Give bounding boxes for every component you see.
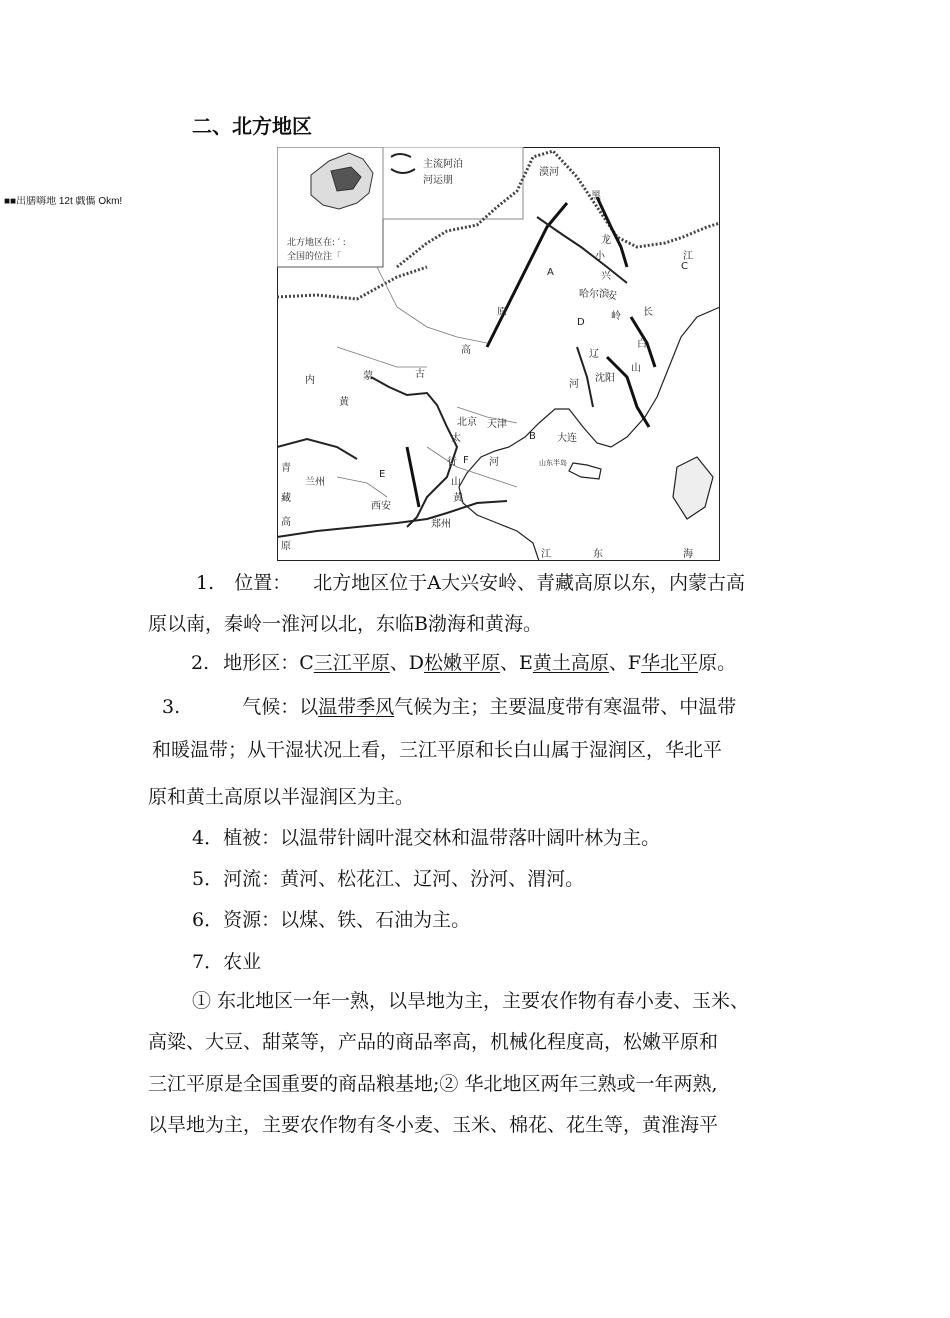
para1-line1 [196, 571, 745, 595]
para1-line2: 原以南，秦岭一淮河以北，东临B渤海和黄海。 [148, 613, 542, 635]
label-tianjin: 天津 [487, 419, 507, 430]
label-a: A [547, 267, 554, 278]
para2-underline2: 松嫩平原 [423, 652, 500, 674]
para8-line3: 三江平原是全国重要的商品粮基地;② 华北地区两年三熟或一年两熟, [148, 1073, 718, 1095]
inset-caption-line1: 北方地区在: ′ : [287, 238, 346, 248]
para2-text2: 、D [389, 652, 424, 674]
label-beijing: 北京 [457, 417, 477, 428]
label-nei: 内 [305, 375, 315, 386]
para2-underline3: 黄土高原 [532, 652, 609, 674]
label-e: E [379, 469, 386, 480]
inset-caption-line2: 全国的位注「 [287, 252, 342, 262]
label-d: D [577, 317, 585, 328]
para2-line [191, 651, 736, 675]
label-xiao: 小 [595, 251, 605, 262]
label-harbin: 哈尔滨 [579, 289, 609, 300]
para6-line: 6．资源：以煤、铁、石油为主。 [192, 909, 471, 931]
label-bai: 白 [637, 339, 647, 350]
label-shan: 山 [631, 363, 641, 374]
label-qing: 青 [281, 463, 291, 474]
label-f: F [463, 455, 469, 466]
para3-underline1: 温带季风 [318, 696, 395, 718]
label-hang: 行 [447, 457, 457, 468]
para2-text5: 原。 [698, 652, 737, 674]
label-long: 龙 [601, 235, 611, 246]
label-an: 安 [607, 291, 617, 302]
label-hei: 黑 [591, 191, 601, 202]
label-dalian: 大连 [557, 433, 577, 444]
section-heading: 二、北方地区 [192, 114, 312, 138]
label-gao2: 高 [281, 517, 291, 528]
label-yuan: 原 [497, 307, 507, 318]
label-hai: 海 [683, 549, 693, 560]
label-gao: 高 [461, 345, 471, 356]
label-meng: 蒙 [363, 371, 373, 382]
para2-underline4: 华北平 [641, 652, 699, 674]
para3-line2: 和暖温带；从干湿状况上看，三江平原和长白山属于湿润区，华北平 [152, 739, 723, 761]
para3-line1 [162, 695, 736, 719]
label-shenyang: 沈阳 [595, 373, 615, 384]
para3-text2: 气候为主；主要温度带有寒温带、中温带 [394, 696, 737, 718]
para3-text1: 气候：以 [242, 696, 319, 718]
para3-line3: 原和黄土高原以半湿润区为主。 [148, 786, 415, 808]
label-shandong: 山东半岛 [539, 459, 567, 467]
legend-line2: 河运朋 [423, 175, 453, 186]
para2-number: 2. [191, 652, 210, 674]
label-huang2: 黄 [453, 493, 463, 504]
label-xian: 西安 [371, 501, 391, 512]
para4-line: 4．植被：以温带针阔叶混交林和温带落叶阔叶林为主。 [192, 827, 661, 849]
label-b: B [529, 431, 536, 442]
side-note: ■■出膳嗨地 12t 戯儶 Okm! [4, 196, 123, 207]
para8-line2: 高粱、大豆、甜菜等，产品的商品率高，机械化程度高，松嫩平原和 [148, 1031, 719, 1053]
para8-line4: 以旱地为主，主要农作物有冬小麦、玉米、棉花、花生等，黄淮海平 [148, 1114, 719, 1136]
label-c: C [681, 261, 688, 272]
label-dong: 东 [593, 549, 603, 560]
para1-label: 位置： [234, 572, 292, 594]
para2-underline1: 三江平原 [313, 652, 390, 674]
label-zhengzhou: 郑州 [431, 519, 451, 530]
para2-text4: 、F [608, 652, 642, 674]
para7-line: 7．农业 [192, 951, 262, 973]
label-he: 河 [569, 379, 579, 390]
label-liao: 辽 [589, 349, 599, 360]
para1-number: 1. [196, 572, 215, 594]
label-zang: 藏 [281, 493, 291, 504]
label-chang: 长 [643, 307, 653, 318]
para8-line1: ① 东北地区一年一熟，以旱地为主，主要农作物有春小麦、玉米、 [192, 990, 750, 1012]
label-ling: 岭 [611, 311, 621, 322]
para1-text: 北方地区位于A大兴安岭、青藏高原以东，内蒙古高 [313, 572, 745, 594]
label-he2: 河 [489, 457, 499, 468]
label-shan2: 山 [451, 477, 461, 488]
label-tai: 太 [451, 433, 461, 444]
para2-text1: 地形区：C [223, 652, 314, 674]
legend-line1: 主流阿泊 [423, 159, 463, 170]
label-lanzhou: 兰州 [305, 477, 325, 488]
legend-box [383, 147, 523, 219]
north-region-map [277, 147, 720, 561]
para3-number: 3. [162, 696, 181, 718]
label-gu: 古 [415, 369, 425, 380]
label-huang: 黄 [339, 397, 349, 408]
para2-text3: 、E [500, 652, 533, 674]
label-jiang: 江 [683, 251, 693, 262]
label-jiang2: 江 [541, 549, 551, 560]
label-yuan2: 原 [281, 541, 291, 552]
label-xing: 兴 [601, 271, 611, 282]
label-mohe: 漠河 [539, 167, 559, 178]
para5-line: 5．河流：黄河、松花江、辽河、汾河、渭河。 [192, 868, 585, 890]
